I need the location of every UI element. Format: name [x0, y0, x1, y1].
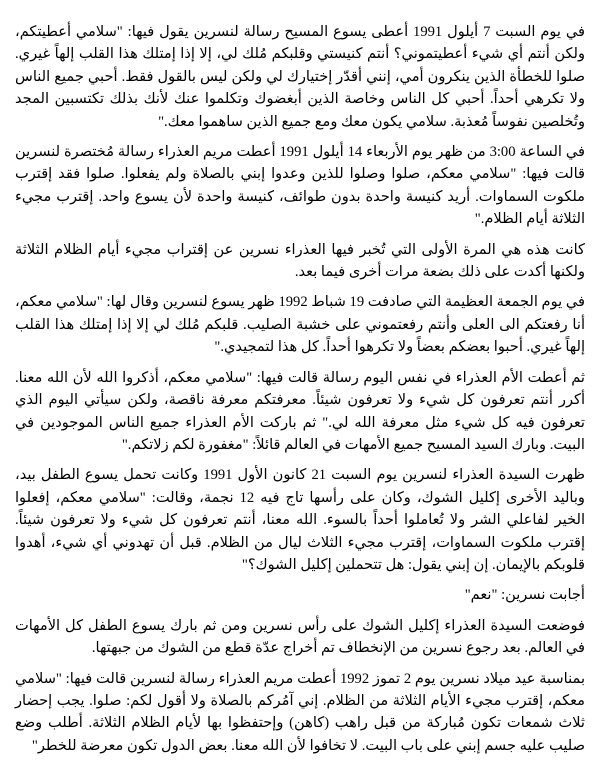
paragraph: ثم أعطت الأم العذراء في نفس اليوم رسالة قالت فيها: "سلامي معكم، أذكروا الله لأن الله معنا. أكرر أنتم تعرفون كل شيء ولا تعرفون شيئاً. معرفتكم معرفة ناقصة، ولكن سيأتي اليوم الذي تعرفون فيه كل شيء مثل معرفة الله لي." ثم باركت الأم العذراء جميع الناس الموجودين في البيت. وبارك السيد المسيح جميع الأمهات في العالم قائلاً: "مغفورة لكم زلاتكم." [15, 369, 585, 453]
paragraph: في يوم السبت 7 أيلول 1991 أعطى يسوع المسيح رسالة لنسرين يقول فيها: "سلامي أعطيتكم، ولكن أنتم أي شيء أعطيتموني؟ أنتم كنيستي وقلبكم مُلك لي، إلا إذا إمتلك هذا القلب إلهاً غيري. صلوا للخطأة الذين ينكرون أمي، إنني أقدّر إختيارك لي ولكن ليس بالقول فقط. أحبي جميع الناس ولا تكرهي أحداً. أحبي كل الناس وخاصة الذين أبغضوك وتكلموا عنك لأنك بذلك تكتسبين المجد وتُخلصين نفوساً مُعذبة. سلامي يكون معك ومع جميع الذين ساهموا معك." [15, 24, 586, 130]
paragraph: فوضعت السيدة العذراء إكليل الشوك على رأس نسرين ومن ثم بارك يسوع الطفل كل الأمهات في العالم. بعد رجوع نسرين من الإنخطاف تم أخراج عدّة قطع من الشوك من جبهتها. [15, 617, 585, 657]
paragraph: أجابت نسرين: "نعم" [464, 587, 585, 604]
paragraph: كانت هذه هي المرة الأولى التي تُخبر فيها العذراء نسرين عن إقتراب مجيء أيام الظلام الثلاثة ولكنها أكدت على ذلك بضعة مرات أخرى فيما بعد. [15, 241, 585, 281]
paragraph: في الساعة 3:00 من ظهر يوم الأربعاء 14 أيلول 1991 أعطت مريم العذراء رسالة مُختصرة لنسرين قالت فيها: "سلامي معكم، صلوا وصلوا للذين وعدوا إبني بالصلاة ولم يفعلوا. صلوا فقد إقترب ملكوت السماوات. أريد كنيسة واحدة بدون طوائف، كنيسة واحدة لأن يسوع واحد. إقترب مجيء الثلاثة أيام الظلام." [15, 144, 586, 228]
paragraph: في يوم الجمعة العظيمة التي صادفت 19 شباط 1992 ظهر يسوع لنسرين وقال لها: "سلامي معكم، أنا رفعتكم الى العلى وأنتم رفعتموني على خشبة الصليب. قلبكم مُلك لي إلا إذا إمتلك هذا القلب إلهاً غيري. أحبوا بعضكم بعضاً ولا تكرهوا أحداً. كل هذا لتمجيدي." [15, 294, 585, 356]
paragraph: ظهرت السيدة العذراء لنسرين يوم السبت 21 كانون الأول 1991 وكانت تحمل يسوع الطفل بيد، وباليد الأخرى إكليل الشوك، وكان على رأسها تاج فيه 12 نجمة، وقالت: "سلامي معكم، إفعلوا الخير لفاعلي الشر ولا تُعاملوا أحداً بالسوء. الله معنا، أنتم تعرفون كل شيء ولا تعرفون شيئاً. إقترب ملكوت السماوات، إقترب مجيء الثلاث ليال من الظلام. قبل أن تهدوني أي شيء، أهدوا قلوبكم بالإيمان. إن إبني يقول: هل تتحملين إكليل الشوك؟" [15, 467, 586, 573]
paragraph: بمناسبة عيد ميلاد نسرين يوم 2 تموز 1992 أعطت مريم العذراء رسالة لنسرين قالت فيها: "سلامي معكم، إقترب مجيء الأيام الثلاثة من الظلام. إني آمُركم بالصلاة ولا أقول لكم: صلوا. يجب إحضار ثلاث شمعات تكون مُباركة من قبل راهب (كاهن) وإحتفظوا بها لأيام الظلام الثلاثة. أطلب وضع صليب عليه جسم إبني على باب البيت. لا تخافوا لأن الله معنا. بعض الدول تكون معرضة للخطر" [15, 670, 585, 754]
